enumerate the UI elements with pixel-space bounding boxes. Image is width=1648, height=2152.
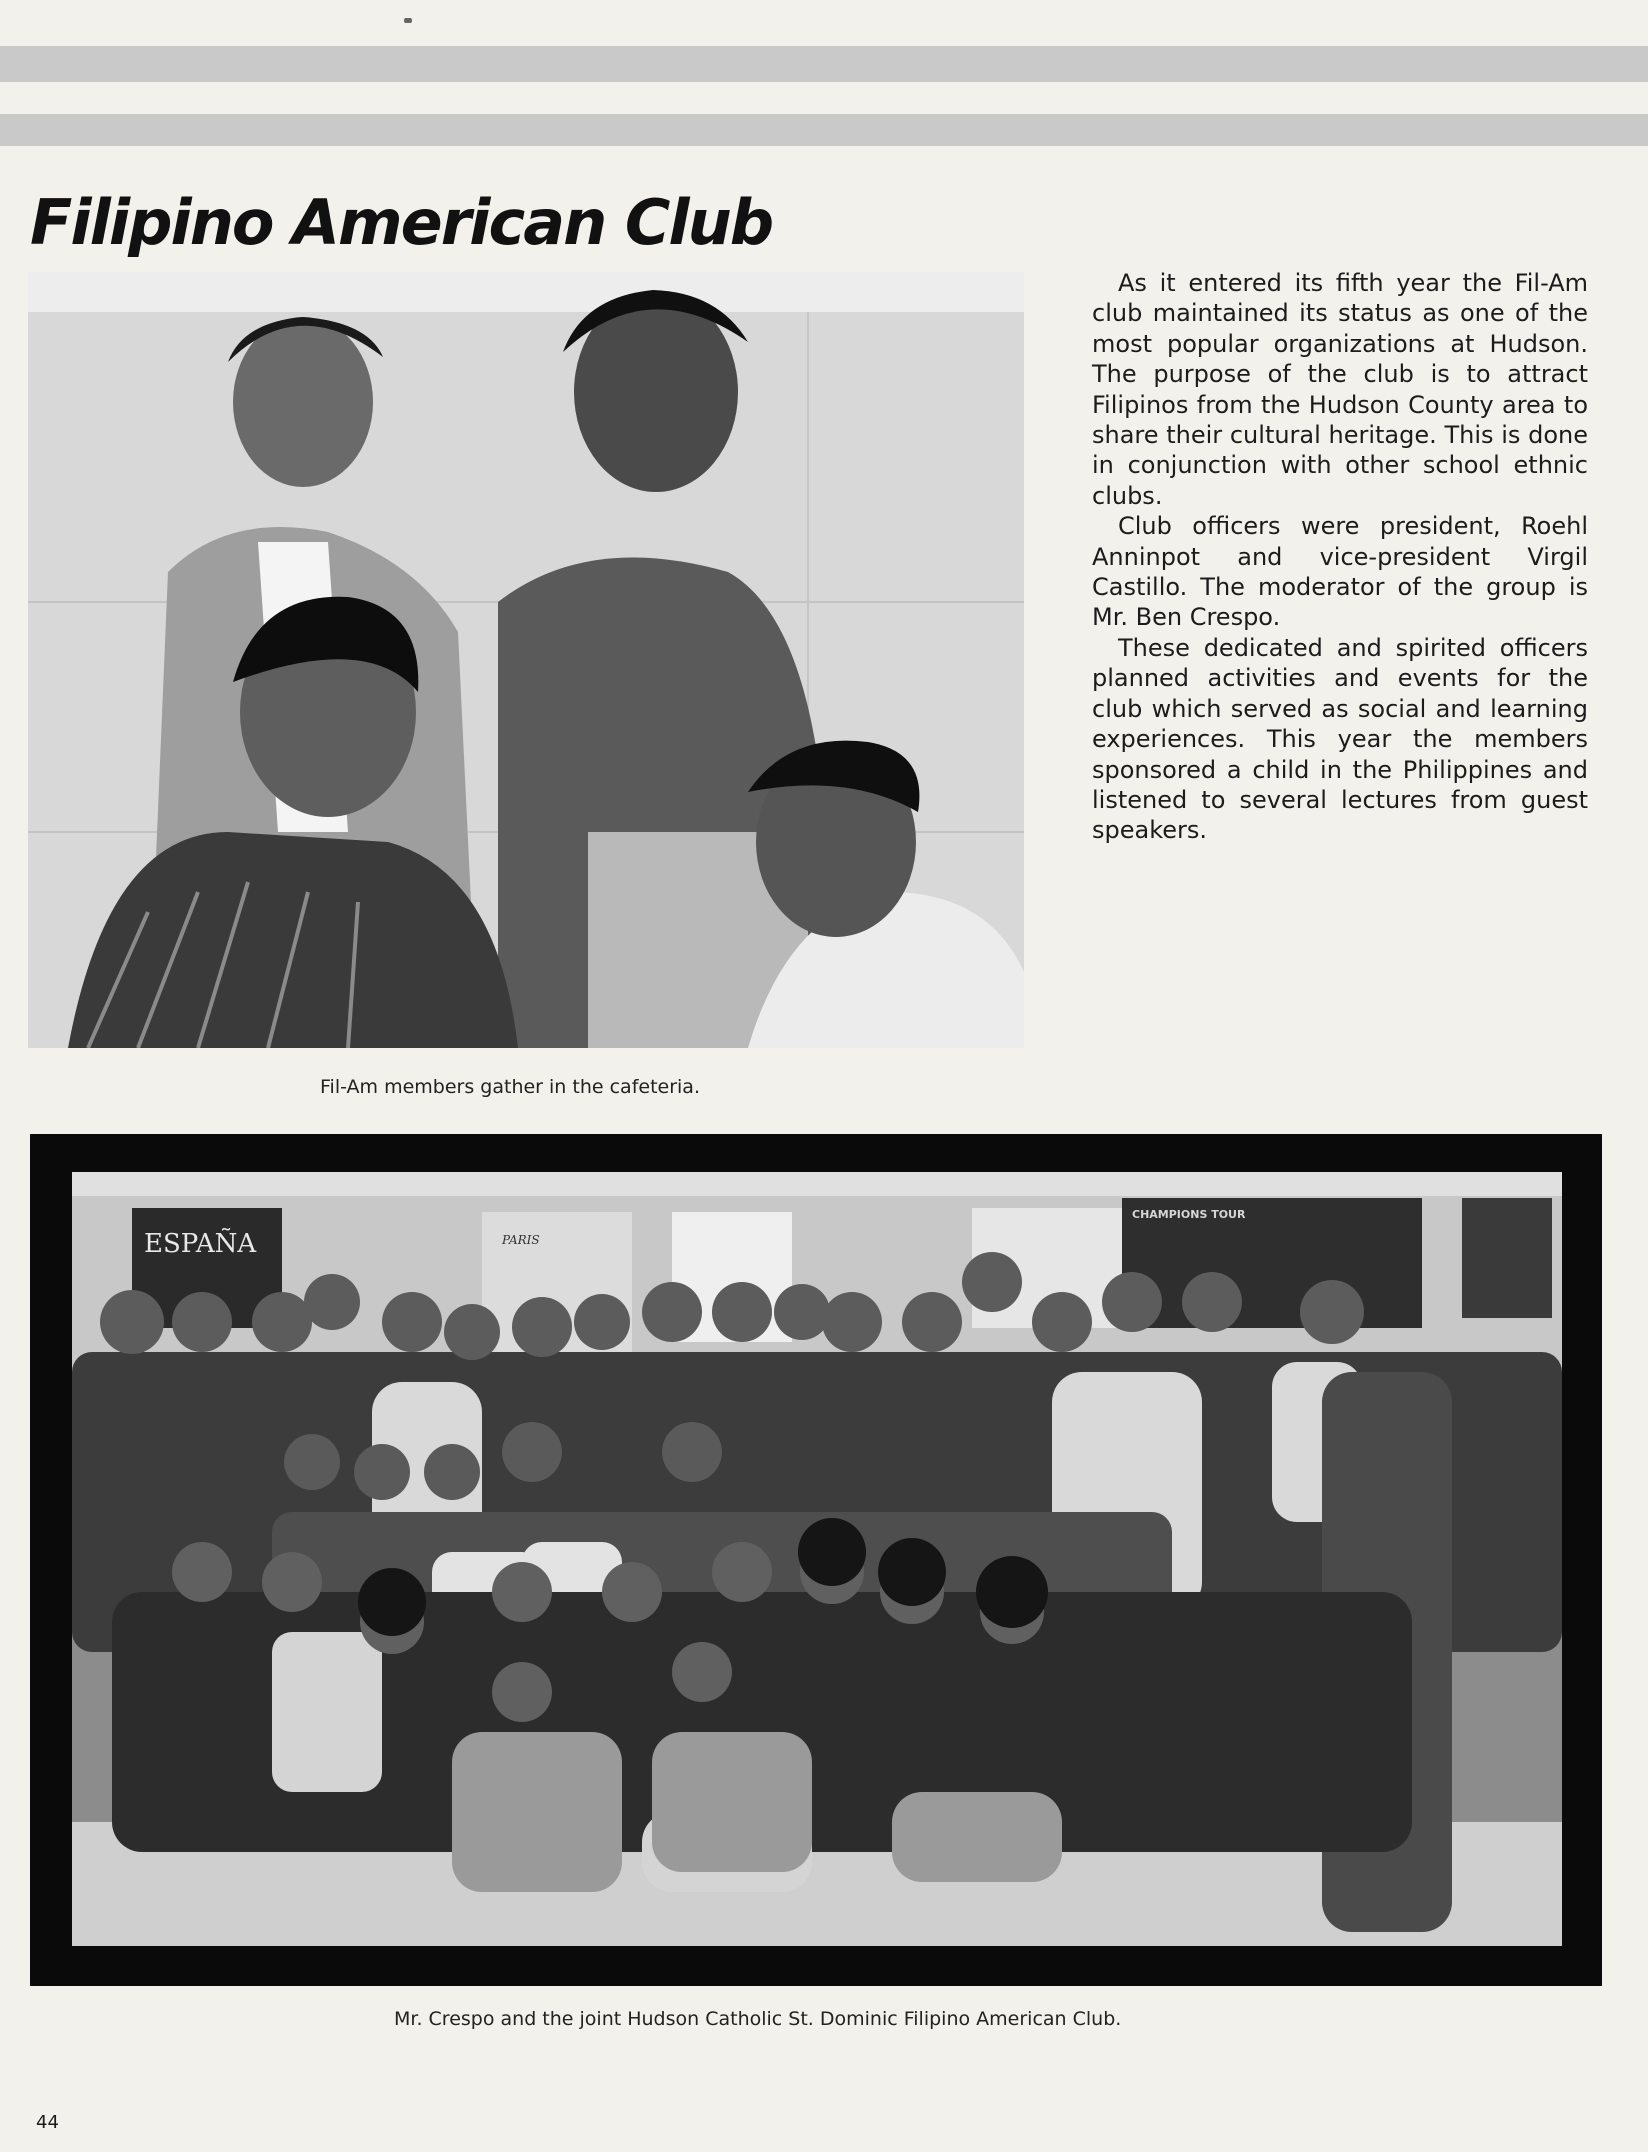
article-paragraph-intro: As it entered its fifth year the Fil-Am club maintained its status as one of the most popular organizations at Hudson. The purpose of the club is to attract Filipinos from the Hudson County area to share their cultural heritage. This is done in conjunction with other school ethnic clubs. <box>1092 269 1588 510</box>
page-title: Filipino American Club <box>30 186 773 259</box>
members-photo-caption: Fil-Am members gather in the cafeteria. <box>320 1076 700 1098</box>
group-photo-frame <box>30 1134 1602 1986</box>
article-paragraph-officers: Club officers were president, Roehl Anninpot and vice-president Virgil Castillo. The moderator of the group is Mr. Ben Crespo. <box>1092 512 1588 632</box>
svg-text:PARIS: PARIS <box>502 1233 540 1247</box>
group-photo-caption: Mr. Crespo and the joint Hudson Catholic St. Dominic Filipino American Club. <box>394 2008 1122 2030</box>
header-stripe-top <box>0 46 1648 82</box>
header-stripe-bottom <box>0 114 1648 146</box>
group-photo <box>72 1172 1562 1946</box>
members-photo <box>28 272 1024 1048</box>
champions-poster <box>1122 1198 1422 1328</box>
svg-text:ESPAÑA: ESPAÑA <box>144 1229 257 1259</box>
page-number: 44 <box>36 2112 59 2133</box>
article-body <box>1092 268 1588 846</box>
svg-text:CHAMPIONS TOUR: CHAMPIONS TOUR <box>1132 1208 1246 1221</box>
members-photo-image <box>28 272 1024 1048</box>
print-speck <box>404 18 412 23</box>
group-photo-image <box>72 1172 1562 1946</box>
article-paragraph-activities: These dedicated and spirited officers planned activities and events for the club which served as social and learning experiences. This year the members sponsored a child in the Philippines and listened to several lectures from guest speakers. <box>1092 633 1588 845</box>
